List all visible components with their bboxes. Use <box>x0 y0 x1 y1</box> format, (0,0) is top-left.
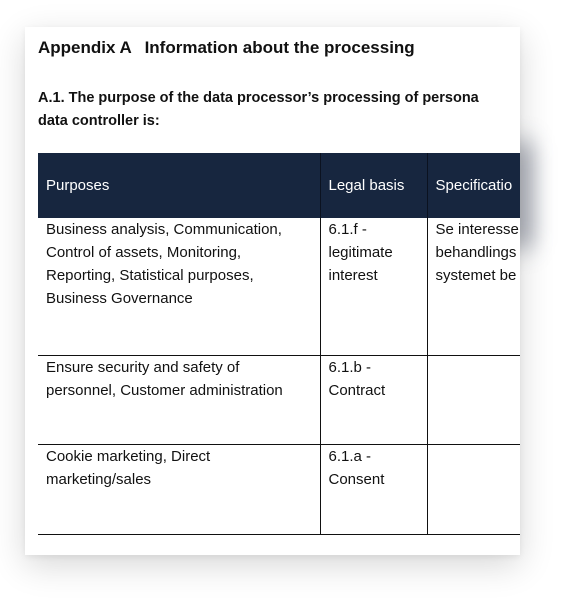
cell-line: personnel, Customer administration <box>46 381 283 399</box>
cell-line: Cookie marketing, Direct <box>46 447 211 465</box>
cell-purposes <box>38 444 320 534</box>
cell-line: Business Governance <box>46 290 193 307</box>
cell-purposes <box>38 218 320 355</box>
cell-line: 6.1.b - <box>328 358 372 376</box>
cell-purposes <box>38 355 320 444</box>
cell-line: Ensure security and safety of <box>46 358 240 376</box>
cell-line: Consent <box>328 470 385 488</box>
header-legal-basis: Legal basis <box>320 153 427 218</box>
cell-line: 6.1.a - <box>328 447 372 465</box>
header-specification: Specificatio <box>427 153 520 218</box>
section-heading-line-1: A.1. The purpose of the data processor’s processing of persona <box>38 90 479 106</box>
cell-line: Se interesse <box>435 221 519 238</box>
section-heading <box>38 87 520 133</box>
appendix-number: Appendix A <box>38 38 132 57</box>
cell-line: legitimate <box>328 244 393 261</box>
header-purposes: Purposes <box>38 153 320 218</box>
cell-specification <box>427 444 520 534</box>
document-page <box>25 27 520 555</box>
cell-specification <box>427 355 520 444</box>
table-row <box>38 444 520 534</box>
cell-line: 6.1.f - <box>328 221 367 238</box>
cell-legal-basis <box>320 218 427 355</box>
cell-specification <box>427 218 520 355</box>
cell-legal-basis <box>320 355 427 444</box>
cell-line: Contract <box>328 381 386 399</box>
cell-line: Control of assets, Monitoring, <box>46 244 242 261</box>
cell-line: systemet be <box>435 267 517 284</box>
cell-line: Reporting, Statistical purposes, <box>46 267 254 284</box>
table-header-row <box>38 153 520 218</box>
table-row <box>38 218 520 355</box>
appendix-title: Information about the processing <box>144 38 415 57</box>
appendix-heading <box>38 38 415 58</box>
cell-legal-basis <box>320 444 427 534</box>
cell-line: behandlings <box>435 244 517 261</box>
cell-line: interest <box>328 267 378 284</box>
processing-table <box>38 153 520 535</box>
cell-line: marketing/sales <box>46 470 152 488</box>
cell-line: Business analysis, Communication, <box>46 221 282 238</box>
section-heading-line-2: data controller is: <box>38 113 160 129</box>
table-row <box>38 355 520 444</box>
